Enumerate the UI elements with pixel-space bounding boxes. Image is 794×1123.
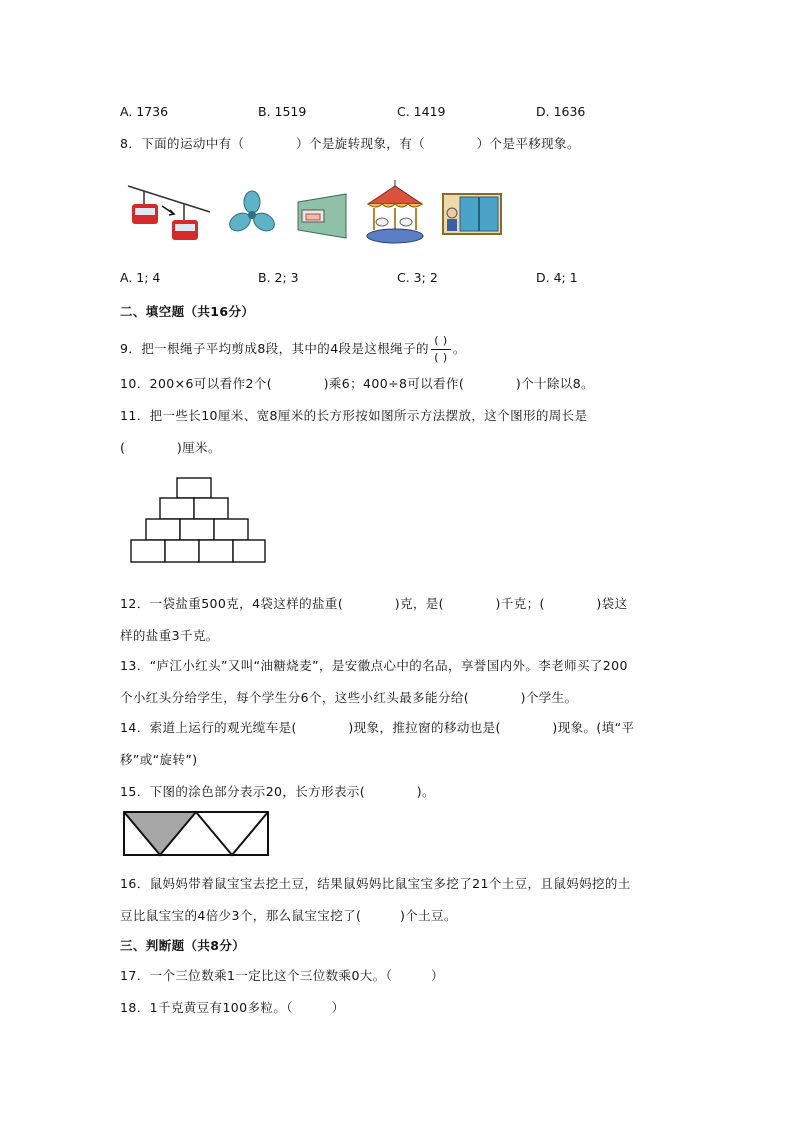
cable-car-icon xyxy=(126,182,212,247)
q16-question-line1: 16．鼠妈妈带着鼠宝宝去挖土豆，结果鼠妈妈比鼠宝宝多挖了21个土豆，且鼠妈妈挖的土 xyxy=(120,876,631,891)
section-title-fill-in: 二、填空题（共16分） xyxy=(120,304,255,319)
q10-question: 10．200×6可以看作2个( )乘6；400÷8可以看作( )个十除以8。 xyxy=(120,376,594,391)
q8-option-a: A. 1; 4 xyxy=(120,270,161,285)
rectangle-pyramid-figure xyxy=(128,476,268,569)
q9-end: 。 xyxy=(452,341,466,356)
q17-question: 17．一个三位数乘1一定比这个三位数乘0大。（ ） xyxy=(120,968,444,983)
q9-text: 9．把一根绳子平均剪成8段，其中的4段是这根绳子的 xyxy=(120,341,429,356)
q8-question: 8．下面的运动中有（ ）个是旋转现象，有（ ）个是平移现象。 xyxy=(120,136,580,151)
q8-option-d: D. 4; 1 xyxy=(536,270,578,285)
q12-question-line1: 12．一袋盐重500克，4袋这样的盐重( )克，是( )千克；( )袋这 xyxy=(120,596,628,611)
carousel-icon xyxy=(364,180,426,249)
q18-question: 18．1千克黄豆有100多粒。（ ） xyxy=(120,1000,345,1015)
q9-numerator: ( ) xyxy=(434,334,448,347)
q9-question xyxy=(120,334,466,365)
q14-question-line1: 14．索道上运行的观光缆车是( )现象，推拉窗的移动也是( )现象。(填“平 xyxy=(120,720,635,735)
sliding-window-icon xyxy=(442,193,502,238)
drawer-icon xyxy=(296,192,348,243)
q16-question-line2: 豆比鼠宝宝的4倍少3个，那么鼠宝宝挖了( )个土豆。 xyxy=(120,908,457,923)
q7-option-c: C. 1419 xyxy=(397,104,446,119)
q13-question-line2: 个小红头分给学生，每个学生分6个，这些小红头最多能分给( )个学生。 xyxy=(120,690,578,705)
shaded-rectangle-figure xyxy=(122,810,272,861)
q8-option-b: B. 2; 3 xyxy=(258,270,299,285)
q8-option-c: C. 3; 2 xyxy=(397,270,438,285)
q11-question-line1: 11．把一些长10厘米、宽8厘米的长方形按如图所示方法摆放，这个图形的周长是 xyxy=(120,408,588,423)
section-title-true-false: 三、判断题（共8分） xyxy=(120,938,246,953)
q7-option-b: B. 1519 xyxy=(258,104,307,119)
q15-question: 15．下图的涂色部分表示20，长方形表示( )。 xyxy=(120,784,435,799)
q11-question-line2: ( )厘米。 xyxy=(120,440,221,455)
q12-question-line2: 样的盐重3千克。 xyxy=(120,628,219,643)
fan-icon xyxy=(228,190,276,241)
q13-question-line1: 13．“庐江小红头”又叫“油糖烧麦”，是安徽点心中的名品，享誉国内外。李老师买了200 xyxy=(120,658,628,673)
q14-question-line2: 移”或“旋转”) xyxy=(120,752,198,767)
q9-denominator: ( ) xyxy=(434,351,448,364)
q7-option-d: D. 1636 xyxy=(536,104,586,119)
q9-fraction xyxy=(431,334,451,365)
q7-option-a: A. 1736 xyxy=(120,104,169,119)
